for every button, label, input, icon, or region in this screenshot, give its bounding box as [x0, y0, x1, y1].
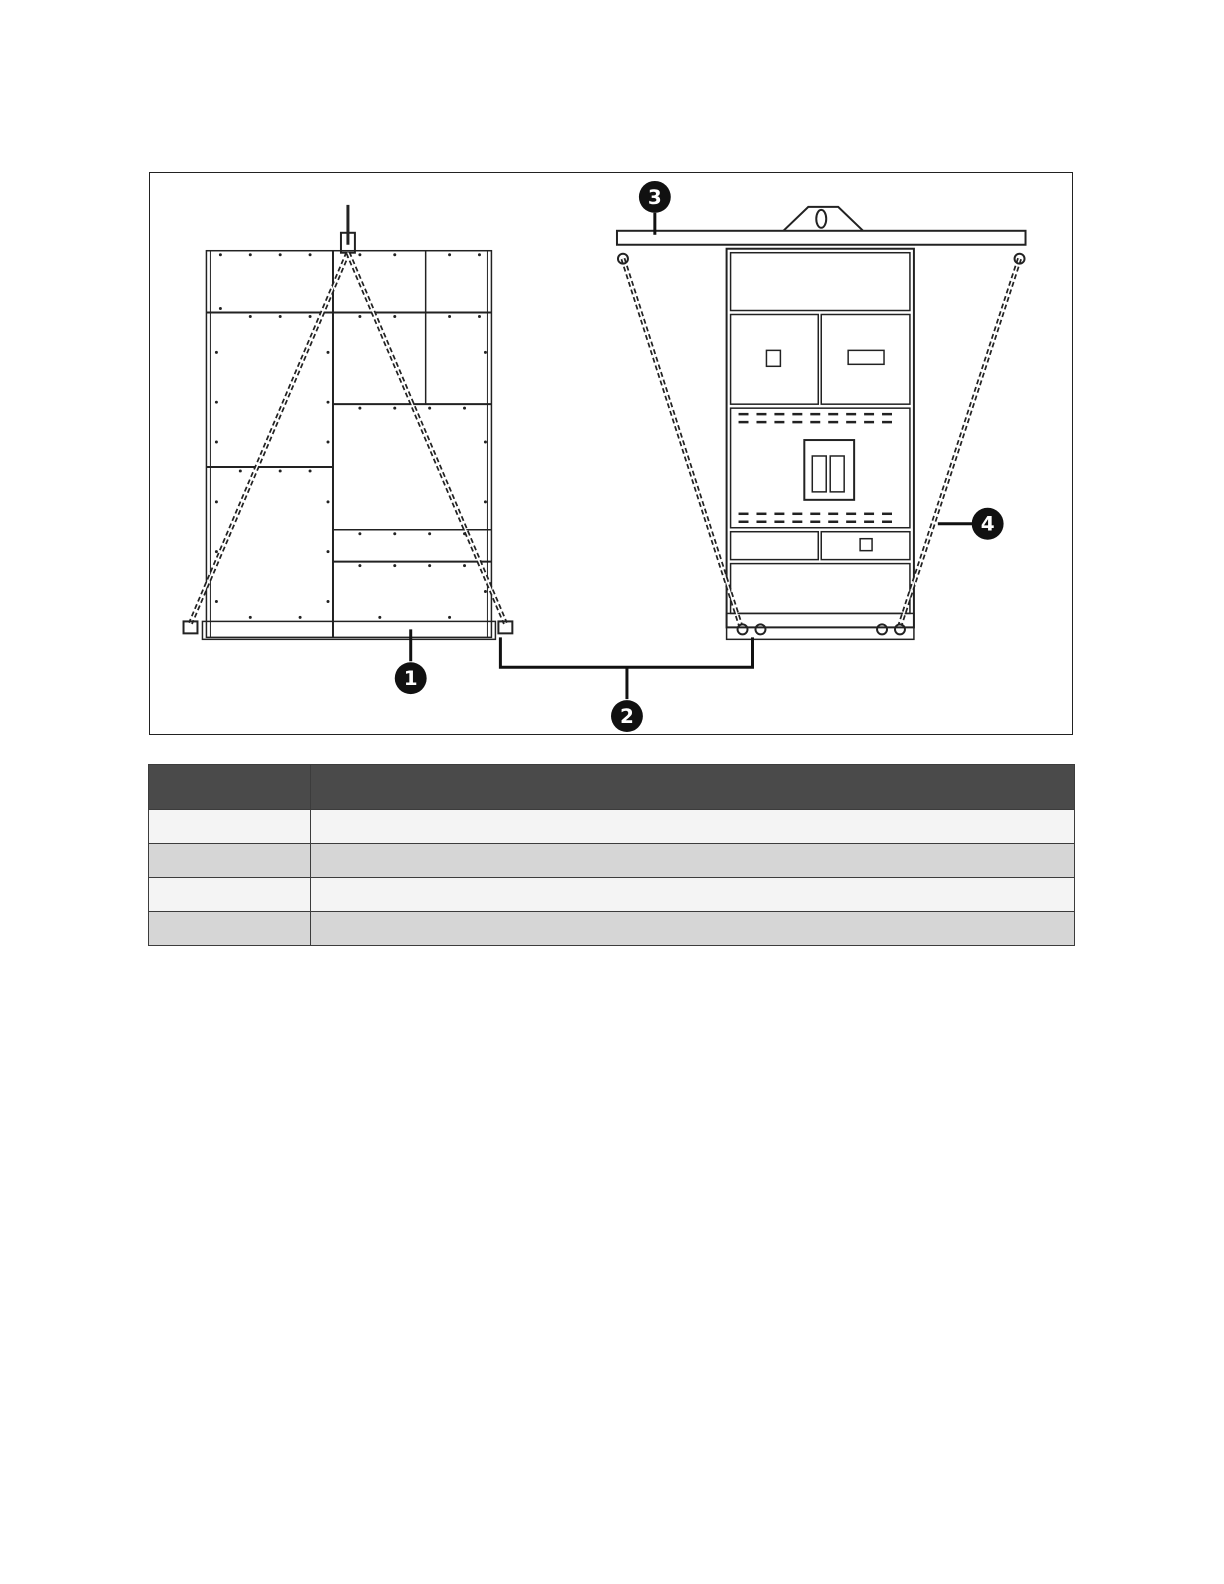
legend-item — [149, 810, 311, 844]
legend-description — [311, 878, 1075, 912]
front-cabinet-body — [727, 249, 914, 628]
panel-bolts — [215, 253, 487, 619]
callout-2-label: 2 — [620, 705, 634, 729]
legend-item — [149, 844, 311, 878]
legend-item — [149, 878, 311, 912]
callout-1 — [395, 662, 427, 694]
callout-3-label: 3 — [647, 185, 662, 209]
front-view-cabinet — [617, 207, 1026, 639]
lifting-diagram — [150, 173, 1072, 734]
legend-header-item — [149, 765, 311, 810]
vent-slots — [739, 414, 892, 522]
legend-description — [311, 844, 1075, 878]
side-cabinet-body — [206, 251, 491, 638]
legend-row — [149, 878, 1075, 912]
legend-description — [311, 912, 1075, 946]
callout-3 — [639, 181, 671, 213]
spreader-bar — [617, 231, 1026, 245]
legend-row — [149, 844, 1075, 878]
callout-4-label: 4 — [980, 512, 995, 536]
callout-1-label: 1 — [403, 667, 418, 691]
legend-table — [148, 764, 1075, 946]
callout-4 — [972, 508, 1004, 540]
callout-2 — [611, 700, 643, 732]
side-view-cabinet — [184, 205, 513, 639]
legend-header-description — [311, 765, 1075, 810]
legend-item — [149, 912, 311, 946]
legend-header-row — [149, 765, 1075, 810]
lifting-figure — [149, 172, 1073, 735]
legend-description — [311, 810, 1075, 844]
legend-row — [149, 912, 1075, 946]
legend-row — [149, 810, 1075, 844]
